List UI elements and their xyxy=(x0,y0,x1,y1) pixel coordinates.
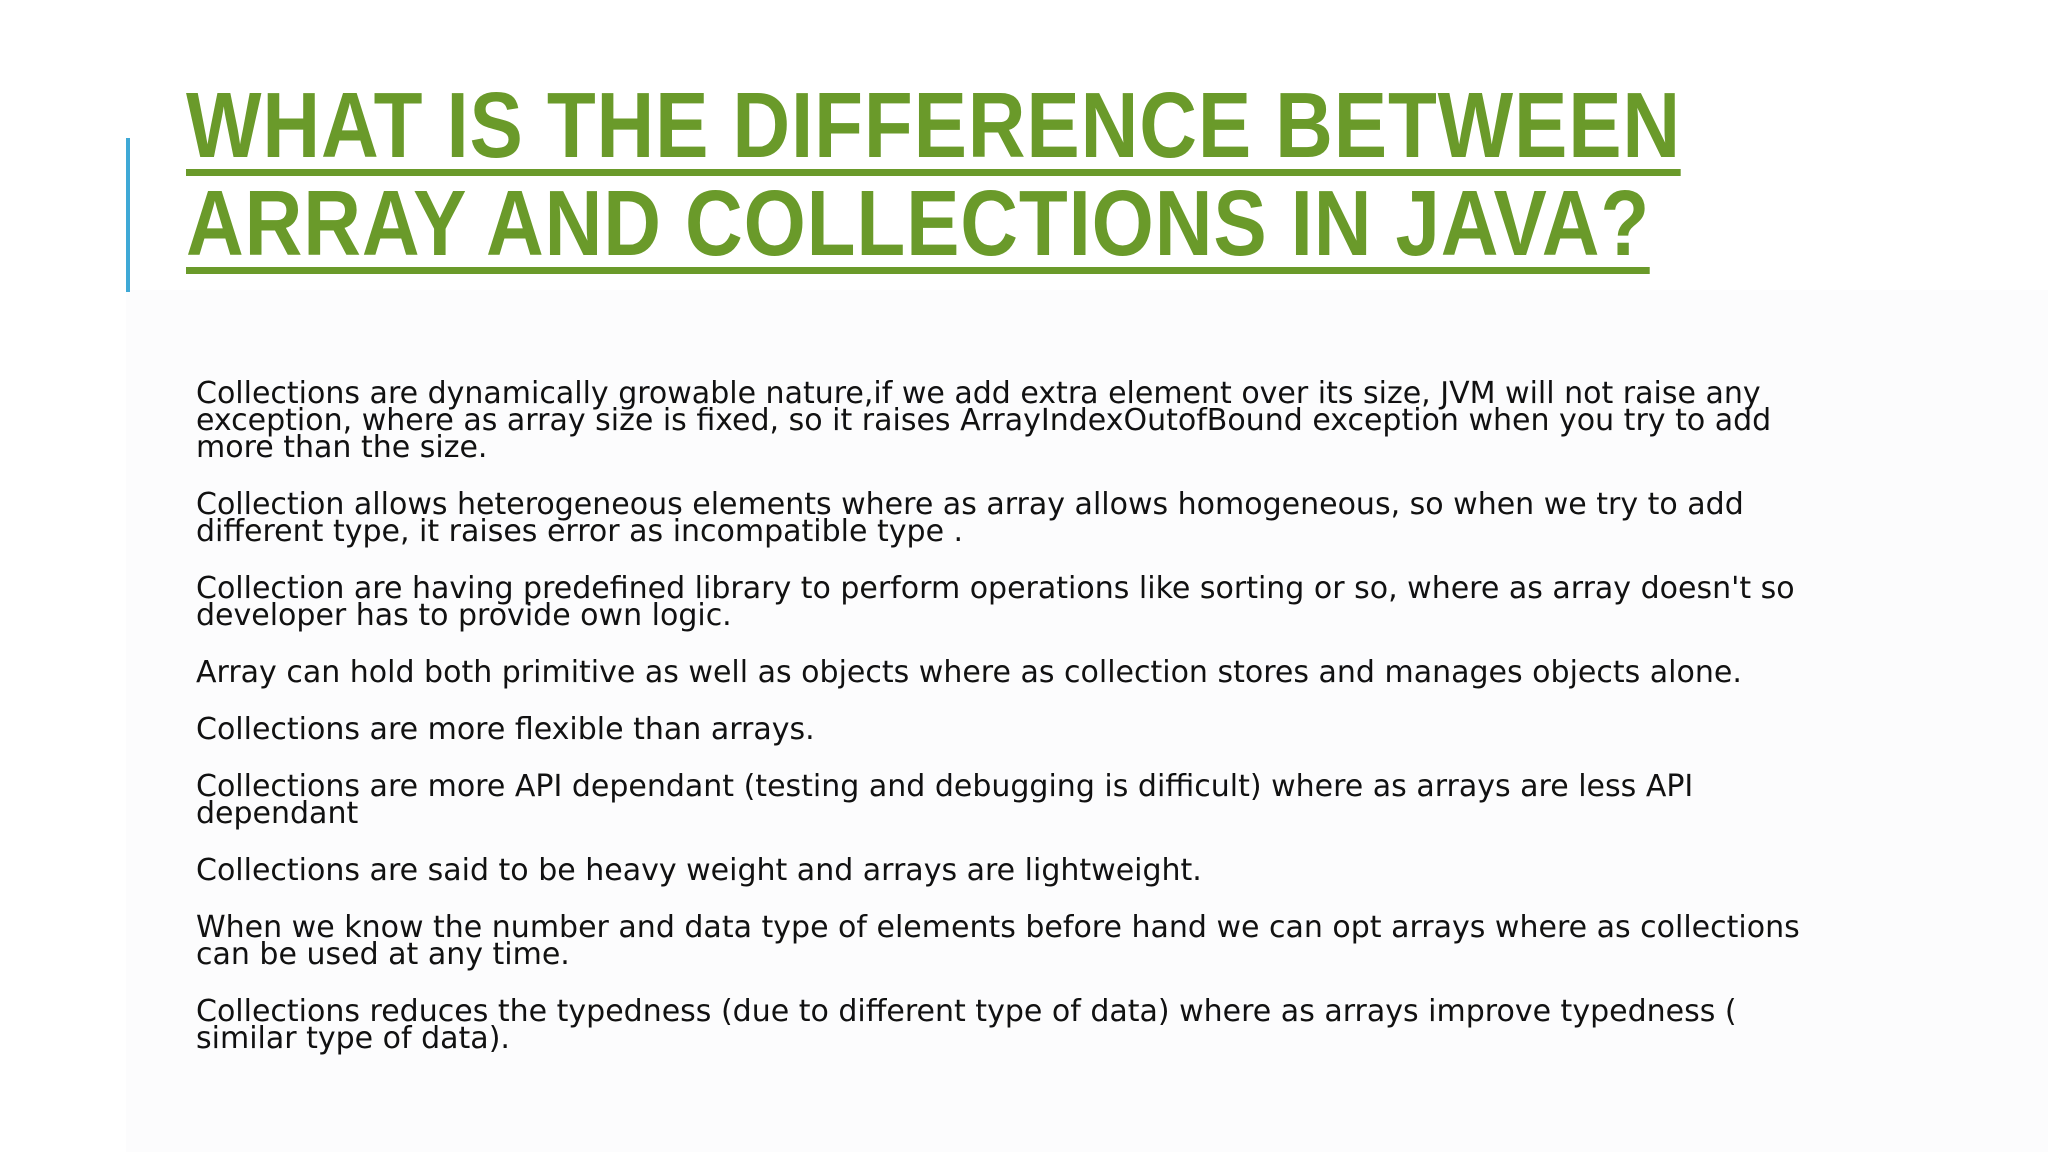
point-item-2: Collection allows heterogeneous elements where as array allows homogeneous, so when we try to add different type, it raises error as incompatible type . xyxy=(196,487,1744,549)
point-list xyxy=(196,376,1816,1082)
accent-bar xyxy=(126,138,130,292)
point-item-5: Collections are more flexible than arrays. xyxy=(196,712,815,747)
point-item-4: Array can hold both primitive as well as objects where as collection stores and manages objects alone. xyxy=(196,655,1742,690)
point-item-1: Collections are dynamically growable nature,if we add extra element over its size, JVM will not raise any exception, where as array size is fixed, so it raises ArrayIndexOutofBound exception when you try to add more than the size. xyxy=(196,376,1772,465)
point-item-7: Collections are said to be heavy weight and arrays are lightweight. xyxy=(196,853,1202,888)
point-item-9: Collections reduces the typedness (due to different type of data) where as arrays improve typedness ( similar type of data). xyxy=(196,994,1737,1056)
slide-title xyxy=(186,73,1682,275)
title-line-1 xyxy=(186,73,1682,177)
title-line-2-text: ARRAY AND COLLECTIONS IN JAVA? xyxy=(186,171,1651,275)
point-item-6: Collections are more API dependant (testing and debugging is difficult) where as arrays are less API dependant xyxy=(196,769,1694,831)
point-item-8: When we know the number and data type of elements before hand we can opt arrays where as collections can be used at any time. xyxy=(196,910,1800,972)
title-line-2 xyxy=(186,171,1651,275)
title-line-1-text: WHAT IS THE DIFFERENCE BETWEEN xyxy=(186,73,1682,177)
point-item-3: Collection are having predefined library to perform operations like sorting or so, where as array doesn't so developer has to provide own logic. xyxy=(196,571,1795,633)
